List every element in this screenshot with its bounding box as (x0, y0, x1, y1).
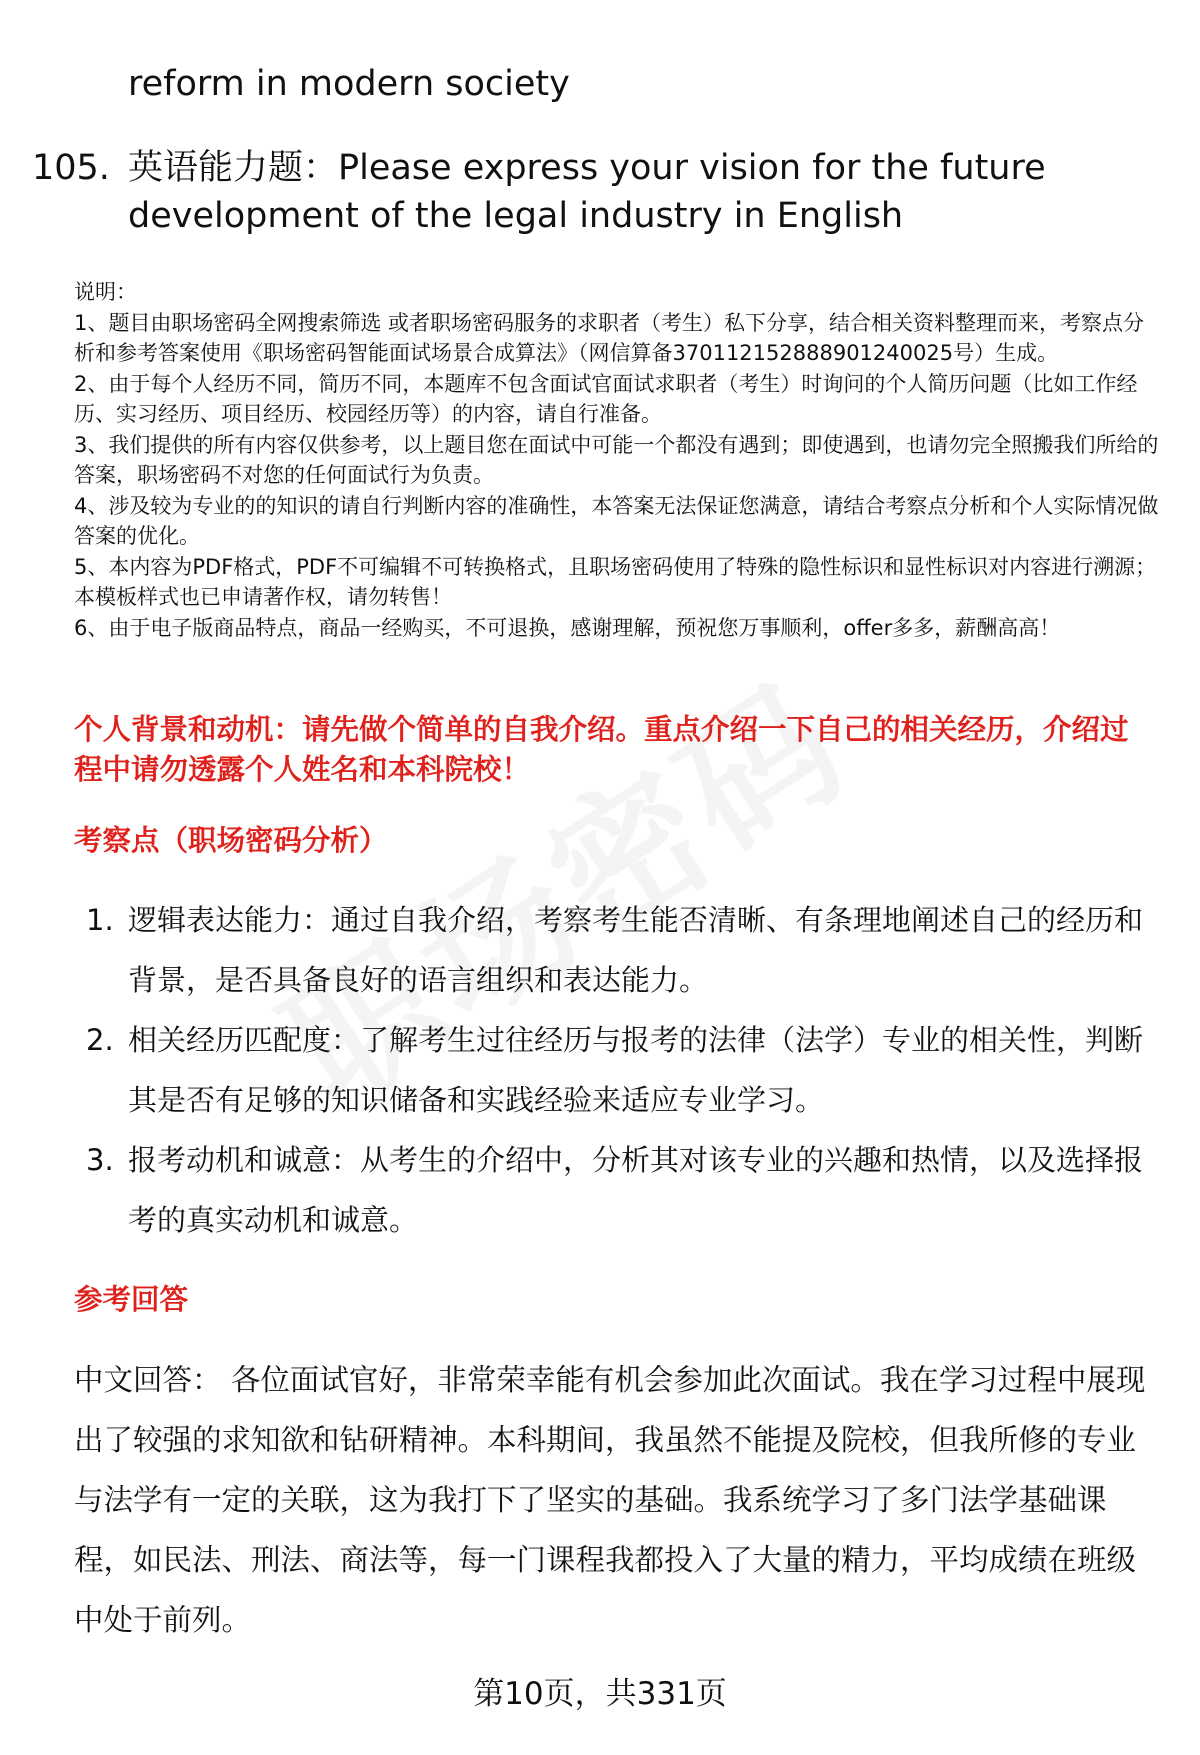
note-item: 2、由于每个人经历不同，简历不同，本题库不包含面试官面试求职者（考生）时询问的个人简历问题（比如工作经历、实习经历、项目经历、校园经历等）的内容，请自行准备。 (74, 371, 1138, 426)
note-item: 4、涉及较为专业的的知识的请自行判断内容的准确性，本答案无法保证您满意，请结合考察点分析和个人实际情况做答案的优化。 (74, 493, 1159, 548)
focus-points-list (74, 890, 1164, 1250)
notes-section (74, 277, 1164, 643)
list-item-text: 相关经历匹配度：了解考生过往经历与报考的法律（法学）专业的相关性，判断其是否有足够的知识储备和实践经验来适应专业学习。 (128, 1023, 1144, 1117)
list-item-text: 逻辑表达能力：通过自我介绍，考察考生能否清晰、有条理地阐述自己的经历和背景，是否具备良好的语言组织和表达能力。 (128, 903, 1144, 997)
list-item-number: 1. (86, 903, 114, 937)
page-footer: 第10页，共331页 (473, 1676, 727, 1712)
note-item: 1、题目由职场密码全网搜索筛选 或者职场密码服务的求职者（考生）私下分享，结合相关资料整理而来，考察点分析和参考答案使用《职场密码智能面试场景合成算法》（网信算备370112152888901240025号）生成。 (74, 310, 1145, 365)
note-item: 6、由于电子版商品特点，商品一经购买，不可退换，感谢理解，预祝您万事顺利，offer多多，薪酬高高！ (74, 615, 1061, 640)
list-item (74, 1130, 1164, 1250)
notes-title: 说明： (74, 280, 137, 304)
previous-question-continuation: reform in modern society (128, 64, 570, 104)
question-number: 105. (32, 148, 110, 188)
note-item: 3、我们提供的所有内容仅供参考，以上题目您在面试中可能一个都没有遇到；即使遇到，也请勿完全照搬我们所给的答案，职场密码不对您的任何面试行为负责。 (74, 432, 1159, 487)
background-question-heading: 个人背景和动机：请先做个简单的自我介绍。重点介绍一下自己的相关经历，介绍过程中请勿透露个人姓名和本科院校！ (74, 713, 1129, 786)
list-item-number: 3. (86, 1143, 114, 1177)
list-item (74, 890, 1164, 1010)
list-item (74, 1010, 1164, 1130)
reference-answer-text: 中文回答： 各位面试官好，非常荣幸能有机会参加此次面试。我在学习过程中展现出了较强的求知欲和钻研精神。本科期间，我虽然不能提及院校，但我所修的专业与法学有一定的关联，这为我打下了坚实的基础。我系统学习了多门法学基础课程，如民法、刑法、商法等，每一门课程我都投入了大量的精力，平均成绩在班级中处于前列。 (74, 1363, 1146, 1637)
question-text: 英语能力题：Please express your vision for the future development of the legal industry in English (128, 148, 1046, 236)
list-item-text: 报考动机和诚意：从考生的介绍中，分析其对该专业的兴趣和热情，以及选择报考的真实动机和诚意。 (128, 1143, 1144, 1237)
focus-points-heading: 考察点（职场密码分析） (74, 824, 388, 857)
note-item: 5、本内容为PDF格式，PDF不可编辑不可转换格式，且职场密码使用了特殊的隐性标识和显性标识对内容进行溯源；本模板样式也已申请著作权，请勿转售！ (74, 554, 1157, 609)
reference-answer-heading: 参考回答 (74, 1283, 189, 1316)
list-item-number: 2. (86, 1023, 114, 1057)
